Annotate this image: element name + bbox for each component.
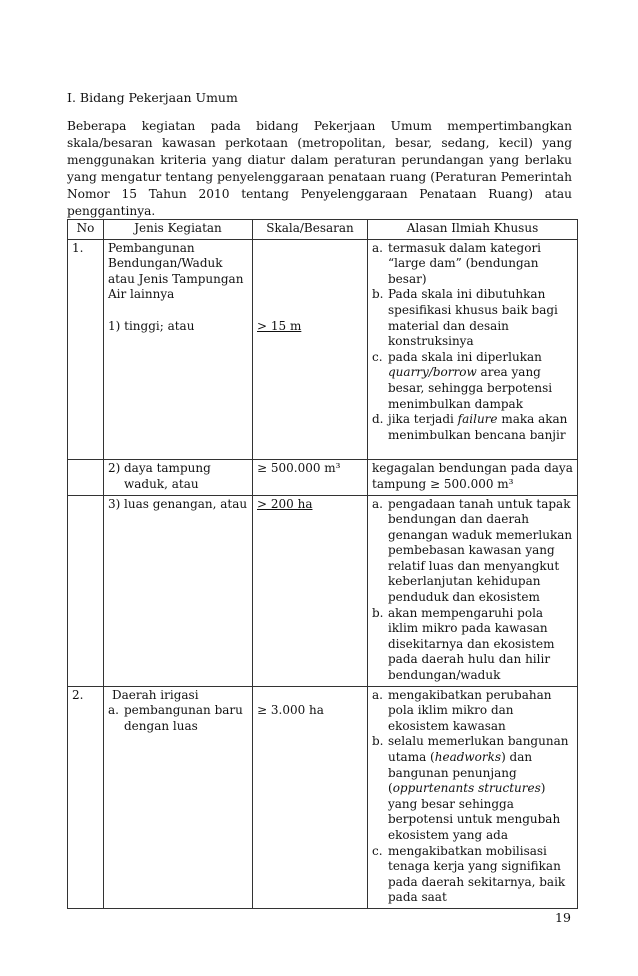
activity-title: Pembangunan Bendungan/Waduk atau Jenis Tampungan Air lainnya [108,240,244,302]
activity-cell [104,495,253,686]
row-number: 2. [68,686,104,908]
reason-cell [368,495,578,686]
list-item: b. selalu memerlukan bangunan utama (headworks) dan bangunan penunjang (oppurtenants structures) yang besar sehingga berpotensi untuk mengubah ekosistem yang ada [372,734,569,842]
page-number: 19 [555,910,571,925]
list-item: b. Pada skala ini dibutuhkan spesifikasi khusus baik bagi material dan desain konstruksinya [372,287,558,349]
list-item: d. jika terjadi failure maka akan menimbulkan bencana banjir [372,412,568,442]
activity-sub-item: 2) daya tampung waduk, atau [108,461,211,491]
header-skala-besaran: Skala/Besaran [253,220,368,240]
activity-sub-item: 1) tinggi; atau [108,318,195,333]
list-item: a. mengakibatkan perubahan pola iklim mikro dan ekosistem kawasan [372,687,552,733]
activity-cell [104,686,253,908]
reason-cell [368,686,578,908]
list-item: c. mengakibatkan mobilisasi tenaga kerja yang signifikan pada daerah sekitarnya, baik pada saat [372,843,566,905]
header-alasan-ilmiah: Alasan Ilmiah Khusus [368,220,578,240]
table-header-row [68,220,578,240]
activity-sub-item: a. pembangunan baru dengan luas [108,703,243,733]
scale-cell [253,686,368,908]
table-row [68,460,578,495]
header-jenis-kegiatan: Jenis Kegiatan [104,220,253,240]
header-no: No [68,220,104,240]
intro-paragraph: Beberapa kegiatan pada bidang Pekerjaan Umum mempertimbangkan skala/besaran kawasan perkotaan (metropolitan, besar, sedang, kecil) yang menggunakan kriteria yang diatur dalam peraturan perundangan yang berlaku yang mengatur tentang penyelenggaraan penataan ruang (Peraturan Pemerintah Nomor 15 Tahun 2010 tentang Penyelenggaraan Penataan Ruang) atau penggantinya. [67,119,572,218]
reason-text: kegagalan bendungan pada daya tampung ≥ 500.000 m³ [368,460,578,495]
section-heading: I. Bidang Pekerjaan Umum [67,90,238,105]
scale-value: ≥ 500.000 m³ [253,460,368,495]
activity-sub-item: 3) luas genangan, atau [108,496,248,511]
table-row [68,495,578,686]
reason-cell [368,239,578,460]
list-item: a. pengadaan tanah untuk tapak bendungan dan daerah genangan waduk memerlukan pembebasan kawasan yang relatif luas dan menyangkut keberlanjutan kehidupan penduduk dan ekosistem [372,496,573,605]
activity-title: Daerah irigasi [112,687,199,702]
activity-cell [104,460,253,495]
activity-cell [104,239,253,460]
scale-value: > 200 ha [253,495,368,686]
list-item: a. termasuk dalam kategori “large dam” (bendungan besar) [372,240,542,286]
table-row [68,686,578,908]
table-row [68,239,578,460]
list-item: c. pada skala ini diperlukan quarry/borrow area yang besar, sehingga berpotensi menimbulkan dampak [372,349,553,411]
scale-cell [253,239,368,460]
scale-value: > 15 m [257,318,302,333]
activity-table [67,219,578,909]
row-number: 1. [68,239,104,460]
scale-value: ≥ 3.000 ha [257,702,324,717]
list-item: b. akan mempengaruhi pola iklim mikro pada kawasan disekitarnya dan ekosistem pada daerah hulu dan hilir bendungan/waduk [372,605,555,683]
